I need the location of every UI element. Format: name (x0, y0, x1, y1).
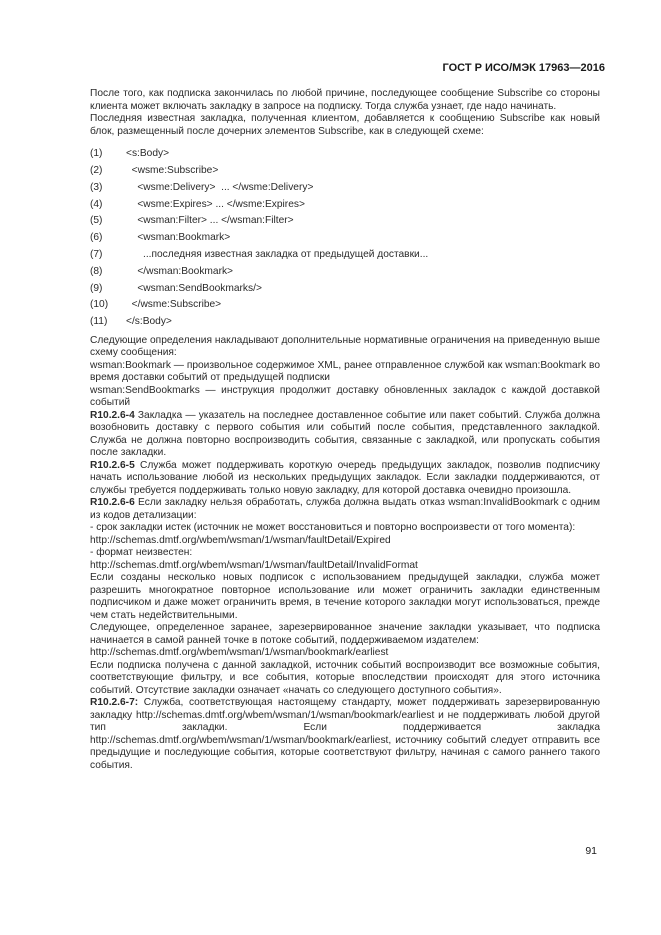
code-line-text: <wsme:Subscribe> (126, 164, 219, 176)
paragraph-reserved-bookmark: Следующее, определенное заранее, зарезервированное значение закладки указывает, что подписка начинается в самой ранней точке в потоке событий, поддерживаемом издателем: (90, 622, 600, 646)
definition-bookmark: wsman:Bookmark — произвольное содержимое XML, ранее отправленное службой как wsman:Bookmark во время доставки событий от предыдущей подписки (90, 359, 600, 384)
code-line-number: (10) (90, 299, 109, 311)
code-line-text: </wsme:Subscribe> (126, 299, 222, 311)
requirement-r10-2-6-7: R10.2.6-7: Служба, соответствующая настоящему стандарту, может поддерживать зарезервированную закладку http://schemas.dmtf.org/wbem/wsman/1/wsman/bookmark/earliest и не поддерживать любой другой тип закладки. Если поддерживается закладка http://schemas.dmtf.org/wbem/wsman/1/wsman/bookmark/earliest, источнику событий следует отправить все предыдущие и последующие события, которые соответствуют фильтру, начиная с самого раннего такого события. (90, 697, 600, 771)
code-line-text: </s:Body> (126, 316, 172, 328)
xml-schema-block (90, 146, 600, 331)
url-earliest: http://schemas.dmtf.org/wbem/wsman/1/wsman/bookmark/earliest (90, 647, 389, 659)
requirement-label: R10.2.6-7: (90, 697, 139, 709)
fault-url-invalid-format: http://schemas.dmtf.org/wbem/wsman/1/wsman/faultDetail/InvalidFormat (90, 559, 418, 571)
code-line-text: <wsme:Delivery> ... </wsme:Delivery> (126, 181, 314, 193)
code-line-number: (5) (90, 215, 103, 227)
fault-item-invalid-format: - формат неизвестен: (90, 547, 193, 559)
code-line (90, 196, 600, 213)
intro-paragraph-1: После того, как подписка закончилась по любой причине, последующее сообщение Subscribe со стороны клиента может включать закладку в запросе на подписку. Тогда служба узнает, где надо начинать. (90, 88, 600, 112)
requirement-label: R10.2.6-4 (90, 409, 135, 421)
paragraph-earliest: Если подписка получена с данной закладкой, источник событий воспроизводит все возможные события, соответствующие фильтру, и все события, которые впоследствии происходят для этого источника событий. Отсутствие закладки означает «начать со следующего доступного события». (90, 659, 600, 696)
code-line (90, 297, 600, 314)
standard-header: ГОСТ Р ИСО/МЭК 17963—2016 (442, 62, 605, 74)
code-line-text: <wsman:Filter> ... </wsman:Filter> (126, 215, 294, 227)
page-number: 91 (585, 845, 597, 857)
requirement-label: R10.2.6-5 (90, 459, 135, 471)
code-line (90, 230, 600, 247)
code-line-number: (4) (90, 198, 103, 210)
code-line (90, 247, 600, 264)
requirement-r10-2-6-4: R10.2.6-4 Закладка — указатель на последнее доставленное событие или пакет событий. Служба должна возобновить доставку с первого события или событий после события, представленного закладкой. Служба не должна повторно воспроизводить события, связанные с закладкой, или пропускать события после закладки. (90, 409, 600, 459)
code-line-text: <s:Body> (126, 148, 170, 160)
code-line (90, 213, 600, 230)
code-line-number: (2) (90, 164, 103, 176)
fault-url-expired: http://schemas.dmtf.org/wbem/wsman/1/wsman/faultDetail/Expired (90, 534, 391, 546)
code-line-number: (7) (90, 248, 103, 260)
intro-paragraph-2: Последняя известная закладка, полученная клиентом, добавляется к сообщению Subscribe как новый блок, размещенный после дочерних элементов Subscribe, как в следующей схеме: (90, 113, 600, 137)
code-line (90, 264, 600, 281)
code-line (90, 146, 600, 163)
code-line (90, 163, 600, 180)
code-line (90, 180, 600, 197)
code-line (90, 280, 600, 297)
fault-item-expired: - срок закладки истек (источник не может восстановиться и повторно воспроизвести от того момента): (90, 522, 576, 534)
requirement-r10-2-6-5: R10.2.6-5 Служба может поддерживать короткую очередь предыдущих закладок, позволив подписчику начать использование любой из нескольких предыдущих закладок. Если закладки поддерживаются, от службы требуется поддерживать только новую закладку, для которой доставка очевидно произошла. (90, 459, 600, 496)
code-line (90, 314, 600, 331)
code-line-text: <wsman:Bookmark> (126, 232, 231, 244)
code-line-text: </wsman:Bookmark> (126, 265, 234, 277)
code-line-number: (8) (90, 265, 103, 277)
code-line-text: ...последняя известная закладка от предыдущей доставки... (126, 248, 429, 260)
page-content (90, 88, 600, 772)
code-line-text: <wsman:SendBookmarks/> (126, 282, 262, 294)
definition-send-bookmarks: wsman:SendBookmarks — инструкция продолжит доставку обновленных закладок с каждой доставкой событий (90, 384, 600, 409)
code-line-text: <wsme:Expires> ... </wsme:Expires> (126, 198, 305, 210)
code-line-number: (3) (90, 181, 103, 193)
code-line-number: (11) (90, 316, 108, 328)
requirement-r10-2-6-6: R10.2.6-6 Если закладку нельзя обработать, служба должна выдать отказ wsman:InvalidBookmark с одним из кодов детализации: (90, 497, 600, 521)
code-line-number: (1) (90, 148, 103, 160)
paragraph-multiple-subscriptions: Если созданы несколько новых подписок с использованием предыдущей закладки, служба может разрешить многократное повторное использование или может ограничить закладки единственным подписчиком и даже может ограничить время, в течение которого закладки могут использоваться, прежде чем стать недействительными. (90, 572, 600, 621)
code-line-number: (9) (90, 282, 103, 294)
code-line-number: (6) (90, 232, 103, 244)
definitions-intro: Следующие определения накладывают дополнительные нормативные ограничения на приведенную выше схему сообщения: (90, 334, 600, 359)
requirement-label: R10.2.6-6 (90, 497, 135, 509)
